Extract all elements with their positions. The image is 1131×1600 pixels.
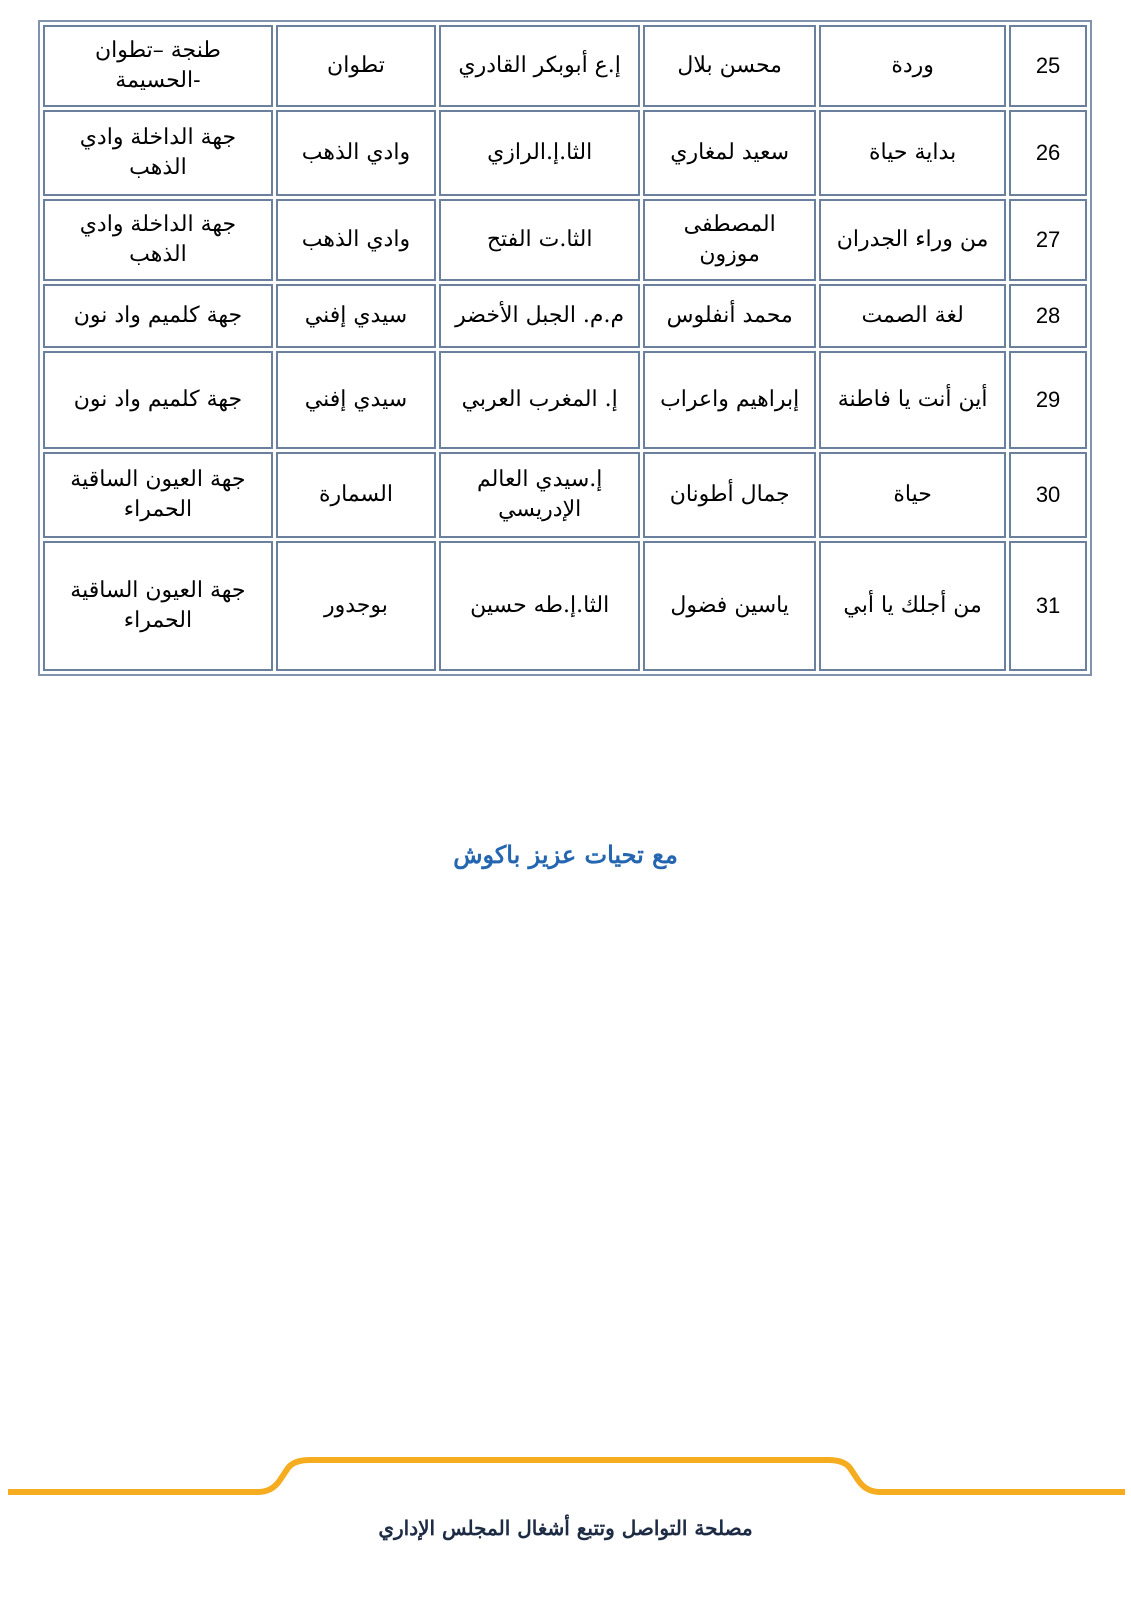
footer-text: مصلحة التواصل وتتبع أشغال المجلس الإداري [378, 1516, 753, 1540]
school-line-1: إ.سيدي العالم [476, 467, 603, 492]
row-number-cell: 27 [1009, 199, 1087, 281]
title-cell: وردة [819, 25, 1006, 107]
title-cell: من أجلك يا أبي [819, 541, 1006, 671]
results-table-container [38, 20, 1092, 676]
author-cell: المصطفى موزون [643, 199, 816, 281]
title-cell: لغة الصمت [819, 284, 1006, 348]
results-table [38, 20, 1092, 676]
row-number-cell: 25 [1009, 25, 1087, 107]
footer-divider [0, 1440, 1131, 1520]
table-row [43, 25, 1087, 107]
city-cell: بوجدور [276, 541, 436, 671]
school-cell: الثا.ت الفتح [439, 199, 640, 281]
city-cell: السمارة [276, 452, 436, 538]
school-line-2: الإدريسي [498, 497, 582, 522]
table-row [43, 110, 1087, 196]
city-cell: تطوان [276, 25, 436, 107]
footer-divider-path [8, 1460, 1125, 1492]
region-cell: جهة الداخلة وادي الذهب [43, 199, 273, 281]
school-cell: م.م. الجبل الأخضر [439, 284, 640, 348]
row-number-cell: 30 [1009, 452, 1087, 538]
title-cell: من وراء الجدران [819, 199, 1006, 281]
city-cell: وادي الذهب [276, 199, 436, 281]
table-row [43, 199, 1087, 281]
title-cell: أين أنت يا فاطنة [819, 351, 1006, 449]
author-cell: سعيد لمغاري [643, 110, 816, 196]
school-cell [439, 452, 640, 538]
row-number-cell: 26 [1009, 110, 1087, 196]
table-row [43, 351, 1087, 449]
school-cell: الثا.إ.الرازي [439, 110, 640, 196]
region-cell: جهة كلميم واد نون [43, 351, 273, 449]
region-cell: جهة العيون الساقية الحمراء [43, 541, 273, 671]
table-row [43, 284, 1087, 348]
city-cell: وادي الذهب [276, 110, 436, 196]
author-cell: محمد أنفلوس [643, 284, 816, 348]
signoff-text: مع تحيات عزيز باكوش [453, 840, 678, 869]
author-cell: إبراهيم واعراب [643, 351, 816, 449]
region-cell: جهة الداخلة وادي الذهب [43, 110, 273, 196]
region-cell: جهة العيون الساقية الحمراء [43, 452, 273, 538]
school-cell: إ. المغرب العربي [439, 351, 640, 449]
city-cell: سيدي إفني [276, 284, 436, 348]
author-cell: محسن بلال [643, 25, 816, 107]
row-number-cell: 28 [1009, 284, 1087, 348]
city-cell: سيدي إفني [276, 351, 436, 449]
author-cell: ياسين فضول [643, 541, 816, 671]
school-cell: إ.ع أبوبكر القادري [439, 25, 640, 107]
author-cell: جمال أطونان [643, 452, 816, 538]
table-row [43, 541, 1087, 671]
row-number-cell: 29 [1009, 351, 1087, 449]
row-number-cell: 31 [1009, 541, 1087, 671]
title-cell: حياة [819, 452, 1006, 538]
region-cell: جهة كلميم واد نون [43, 284, 273, 348]
region-cell: طنجة –تطوان -الحسيمة [43, 25, 273, 107]
table-row [43, 452, 1087, 538]
title-cell: بداية حياة [819, 110, 1006, 196]
school-cell: الثا.إ.طه حسين [439, 541, 640, 671]
